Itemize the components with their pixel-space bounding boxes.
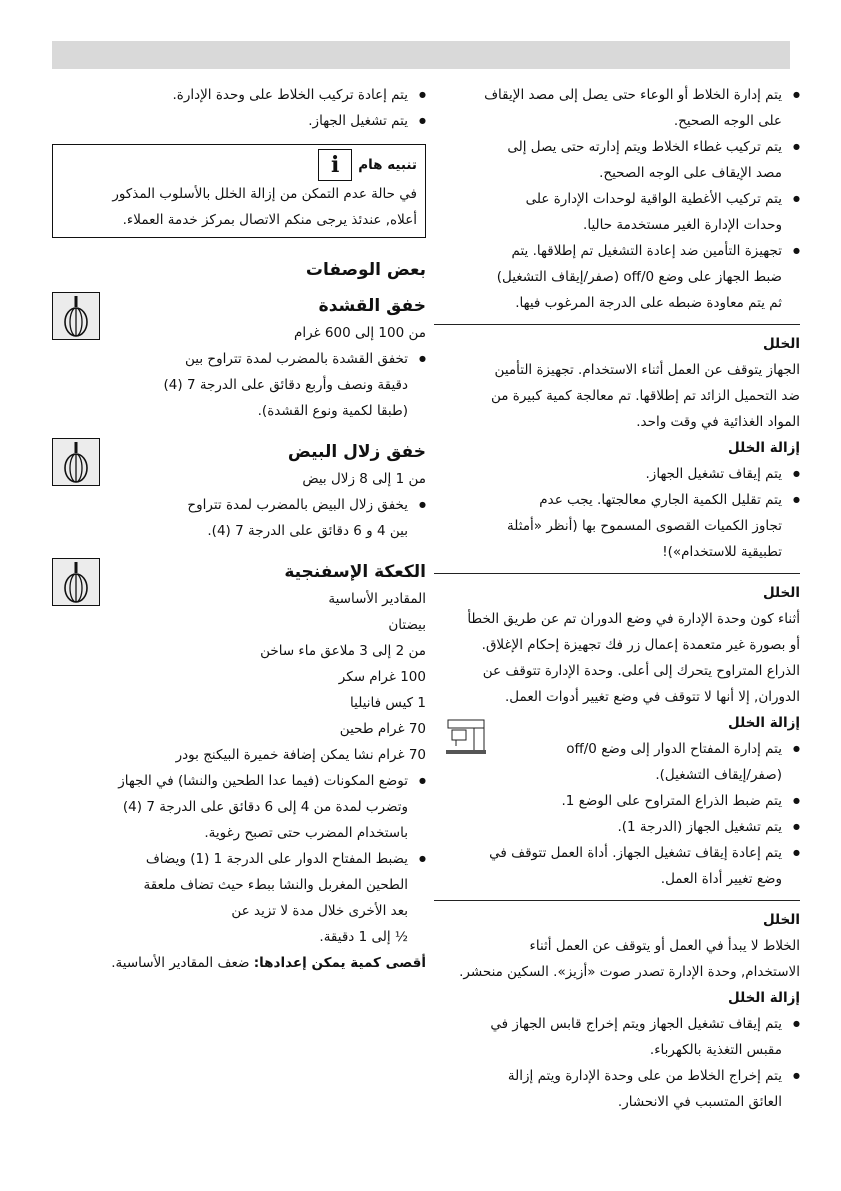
text-line: المقادير الأساسية	[328, 591, 426, 607]
bullet-line: ● يتم إدارة الخلاط أو الوعاء حتى يصل إلى مصد الإيقاف	[434, 82, 800, 108]
bullet-line: مصد الإيقاف على الوجه الصحيح.	[599, 165, 782, 181]
fault-heading: الخلل	[763, 912, 800, 928]
divider	[434, 900, 800, 901]
max-quantity-label: أقصى كمية يمكن إعدادها:	[253, 955, 426, 971]
bullet-line: وتضرب لمدة من 4 إلى 6 دقائق على الدرجة 7 (4)	[122, 799, 408, 815]
bullet-line: تطبيقية للاستخدام»)!	[662, 544, 782, 560]
warning-box	[52, 144, 426, 238]
bullet-line: ● يتم إيقاف تشغيل الجهاز.	[434, 461, 800, 487]
recipe-title: الكعكة الإسفنجية	[284, 562, 426, 582]
bullet-line: بين 4 و 6 دقائق على الدرجة 7 (4).	[207, 523, 408, 539]
bullet-line: ● يضبط المفتاح الدوار على الدرجة 1 (1) ويضاف	[48, 846, 426, 872]
bullet-line: ● يتم إخراج الخلاط من على وحدة الإدارة ويتم إزالة	[434, 1063, 800, 1089]
bullet-line: تجاوز الكميات القصوى المسموح بها (أنظر «أمثلة	[507, 518, 782, 534]
recipe-cream	[48, 292, 426, 424]
bullet-line: ● يتم تشغيل الجهاز (الدرجة 1).	[434, 814, 800, 840]
max-quantity	[48, 950, 426, 976]
bullet-line: ● يتم إيقاف تشغيل الجهاز ويتم إخراج قابس الجهاز في	[434, 1011, 800, 1037]
bullet-line: بعد الأخرى خلال مدة لا تزيد عن	[231, 903, 408, 919]
bullet-line: باستخدام المضرب حتى تصبح رغوية.	[204, 825, 408, 841]
bullet-line: ● تخفق القشدة بالمضرب لمدة تتراوح بين	[48, 346, 426, 372]
fault-heading: الخلل	[763, 336, 800, 352]
text-line: من 1 إلى 8 زلال بيض	[302, 471, 426, 487]
fault-section-3	[434, 907, 800, 1115]
fault-section-1	[434, 331, 800, 565]
remedy-heading: إزالة الخلل	[728, 715, 800, 731]
text-line: ضد التحميل الزائد تم إطلاقها. تم معالجة كمية كبيرة من	[490, 388, 800, 404]
max-quantity-value: ضعف المقادير الأساسية.	[111, 955, 254, 971]
text-line: 1 كيس فانيليا	[350, 695, 426, 711]
bullet-line: دقيقة ونصف وأربع دقائق على الدرجة 7 (4)	[163, 377, 408, 393]
fault-section-2	[434, 580, 800, 892]
divider	[434, 573, 800, 574]
text-line: في حالة عدم التمكن من إزالة الخلل بالأسلوب المذكور	[112, 186, 417, 202]
text-line: 100 غرام سكر	[338, 669, 426, 685]
text-line: 70 غرام طحين	[339, 721, 426, 737]
bullet-line: وضع تغيير أداة العمل.	[660, 871, 782, 887]
text-line: أعلاه, عندئذ يرجى منكم الاتصال بمركز خدمة العملاء.	[122, 212, 417, 228]
recipe-egg-whites	[48, 438, 426, 544]
recipe-sponge-cake	[48, 558, 426, 976]
top-bullets	[434, 82, 800, 316]
bullet-line: ضبط الجهاز على وضع off/0 (صفر/إيقاف التشغيل)	[496, 269, 782, 285]
warning-title: تنبيه هام	[358, 157, 417, 173]
left-column	[48, 82, 426, 976]
warning-text	[61, 181, 417, 233]
recipes-heading: بعض الوصفات	[305, 260, 426, 280]
top-bullets	[48, 82, 426, 134]
text-line: أثناء كون وحدة الإدارة في وضع الدوران تم عن طريق الخطأ	[467, 611, 800, 627]
bullet-line: ● يتم تركيب غطاء الخلاط ويتم إدارته حتى يصل إلى	[434, 134, 800, 160]
whisk-icon	[52, 438, 100, 486]
remedy-heading: إزالة الخلل	[728, 990, 800, 1006]
text-line: بيضتان	[388, 617, 426, 633]
text-line: المواد الغذائية في وقت واحد.	[636, 414, 800, 430]
bullet-line: ½ إلى 1 دقيقة.	[319, 929, 408, 945]
remedy-heading: إزالة الخلل	[728, 440, 800, 456]
text-line: أو بصورة غير متعمدة إعمال زر فك تجهيزة إحكام الإغلاق.	[481, 637, 800, 653]
whisk-icon	[52, 558, 100, 606]
bullet-line: ● يخفق زلال البيض بالمضرب لمدة تتراوح	[48, 492, 426, 518]
text-line: 70 غرام نشا يمكن إضافة خميرة البيكنج بودر	[175, 747, 426, 763]
bullet-line: مقبس التغذية بالكهرباء.	[649, 1042, 782, 1058]
recipe-title: خفق القشدة	[318, 296, 426, 316]
divider	[434, 324, 800, 325]
bullet-line: ● يتم ضبط الذراع المتراوح على الوضع 1.	[434, 788, 800, 814]
text-line: الاستخدام, وحدة الإدارة تصدر صوت «أزيز». السكين منحشر.	[459, 964, 800, 980]
text-line: من 100 إلى 600 غرام	[294, 325, 426, 341]
text-line: الجهاز يتوقف عن العمل أثناء الاستخدام. تجهيزة التأمين	[494, 362, 800, 378]
bullet-line: ● يتم إعادة تركيب الخلاط على وحدة الإدارة.	[48, 82, 426, 108]
bullet-line: ● يتم إدارة المفتاح الدوار إلى وضع off/0	[434, 736, 800, 762]
text-line: الخلاط لا يبدأ في العمل أو يتوقف عن العمل أثناء	[529, 938, 800, 954]
bullet-line: ● يتم تقليل الكمية الجاري معالجتها. يجب عدم	[434, 487, 800, 513]
bullet-line: وحدات الإدارة الغير مستخدمة حاليا.	[583, 217, 782, 233]
bullet-line: الطحين المغربل والنشا ببطء حيث تضاف ملعقة	[143, 877, 408, 893]
header-bar	[52, 41, 790, 69]
info-icon: i	[318, 149, 352, 181]
bullet-line: العائق المتسبب في الانحشار.	[617, 1094, 782, 1110]
text-line: الدوران, إلا أنها لا تتوقف في وضع تغيير أدوات العمل.	[505, 689, 800, 705]
whisk-icon	[52, 292, 100, 340]
bullet-line: ● يتم تشغيل الجهاز.	[48, 108, 426, 134]
bullet-line: ● تجهيزة التأمين ضد إعادة التشغيل تم إطلاقها. يتم	[434, 238, 800, 264]
text-line: من 2 إلى 3 ملاعق ماء ساخن	[260, 643, 426, 659]
recipe-title: خفق زلال البيض	[287, 442, 426, 462]
bullet-line: ● يتم إعادة إيقاف تشغيل الجهاز. أداة العمل تتوقف في	[434, 840, 800, 866]
appliance-icon	[444, 716, 492, 756]
bullet-line: على الوجه الصحيح.	[673, 113, 782, 129]
bullet-line: ● توضع المكونات (فيما عدا الطحين والنشا) في الجهاز	[48, 768, 426, 794]
text-line: الذراع المتراوح يتحرك إلى أعلى. وحدة الإدارة تتوقف عن	[482, 663, 800, 679]
right-column	[434, 82, 800, 1115]
bullet-line: ثم يتم معاودة ضبطه على الدرجة المرغوب فيها.	[515, 295, 782, 311]
bullet-line: (طبقا لكمية ونوع القشدة).	[257, 403, 408, 419]
bullet-line: ● يتم تركيب الأغطية الواقية لوحدات الإدارة على	[434, 186, 800, 212]
bullet-line: (صفر/إيقاف التشغيل).	[655, 767, 782, 783]
fault-heading: الخلل	[763, 585, 800, 601]
